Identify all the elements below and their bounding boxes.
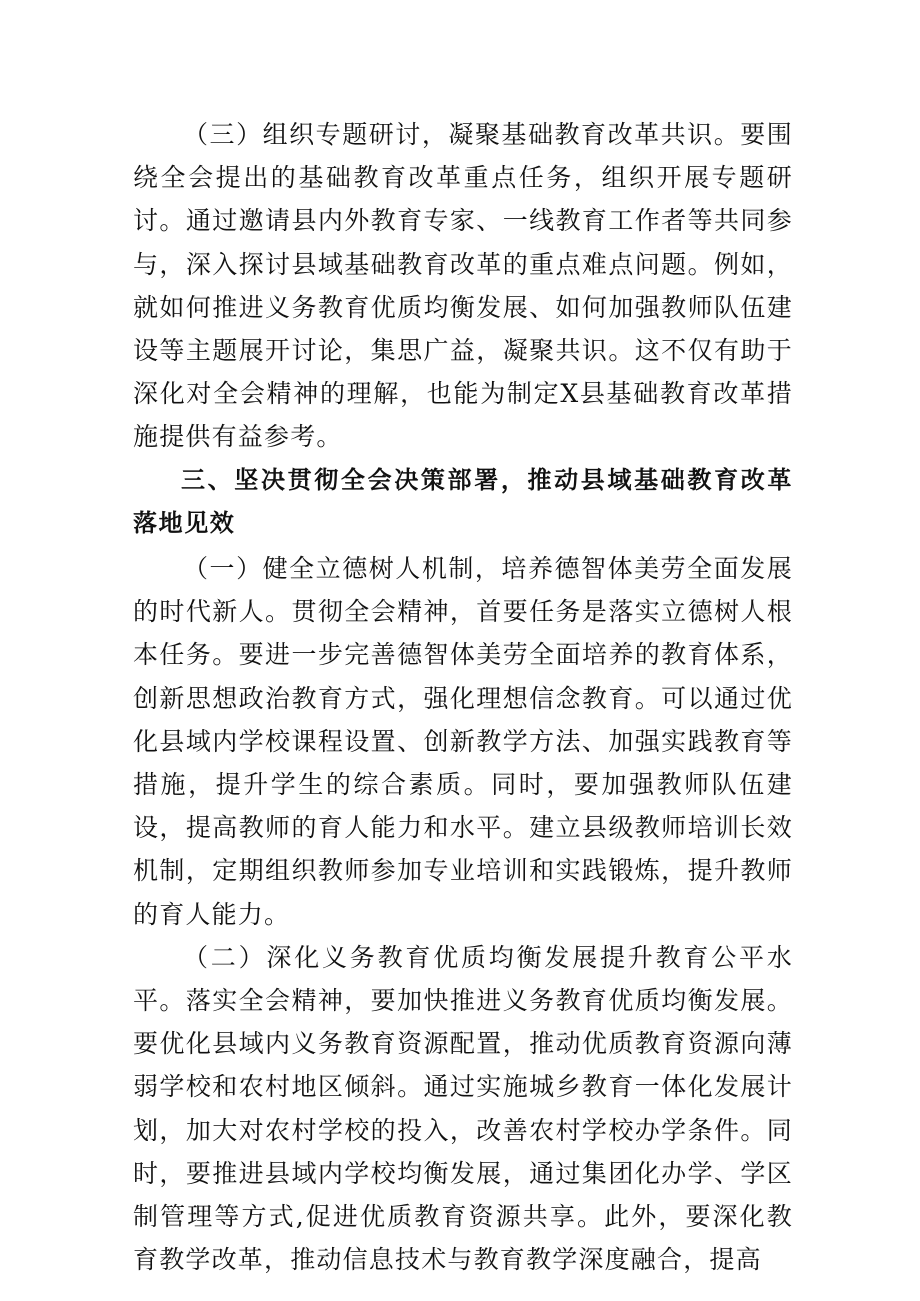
section-3-heading: 三、坚决贯彻全会决策部署，推动县域基础教育改革落地见效 — [133, 465, 793, 537]
document-body — [133, 113, 793, 1281]
paragraph-section-2-item-3: （三）组织专题研讨，凝聚基础教育改革共识。要围绕全会提出的基础教育改革重点任务，组织开展专题研讨。通过邀请县内外教育专家、一线教育工作者等共同参与，深入探讨县域基础教育改革的重点难点问题。例如，就如何推进义务教育优质均衡发展、如何加强教师队伍建设等主题展开讨论，集思广益，凝聚共识。这不仅有助于深化对全会精神的理解，也能为制定X县基础教育改革措施提供有益参考。 — [133, 120, 793, 452]
paragraph-section-3-item-1: （一）健全立德树人机制，培养德智体美劳全面发展的时代新人。贯彻全会精神，首要任务是落实立德树人根本任务。要进一步完善德智体美劳全面培养的教育体系，创新思想政治教育方式，强化理想信念教育。可以通过优化县域内学校课程设置、创新教学方法、加强实践教育等措施，提升学生的综合素质。同时，要加强教师队伍建设，提高教师的育人能力和水平。建立县级教师培训长效机制，定期组织教师参加专业培训和实践锻炼，提升教师的育人能力。 — [133, 554, 793, 929]
paragraph-section-3-item-2: （二）深化义务教育优质均衡发展提升教育公平水平。落实全会精神，要加快推进义务教育优质均衡发展。要优化县域内义务教育资源配置，推动优质教育资源向薄弱学校和农村地区倾斜。通过实施城乡教育一体化发展计划，加大对农村学校的投入，改善农村学校办学条件。同时，要推进县域内学校均衡发展，通过集团化办学、学区制管理等方式,促进优质教育资源共享。此外，要深化教育教学改革，推动信息技术与教育教学深度融合，提高 — [133, 942, 793, 1275]
